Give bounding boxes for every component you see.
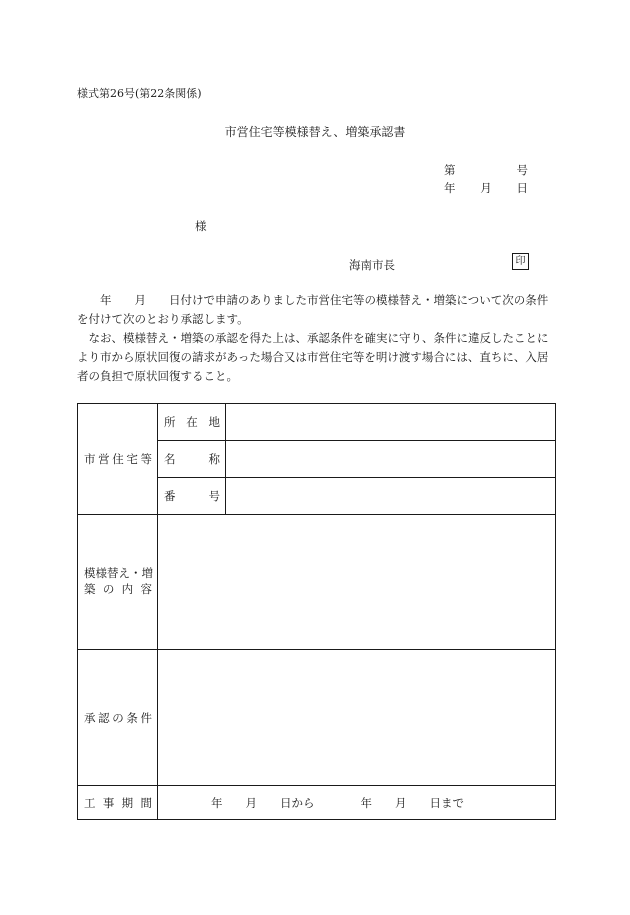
label-char: 番 <box>164 489 176 503</box>
label-char: 市 <box>84 452 96 466</box>
issuer-name: 海南市長 <box>349 258 395 272</box>
label-char: 築 <box>84 582 96 596</box>
form-number: 様式第26号(第22条関係) <box>77 87 202 100</box>
number-label <box>164 488 220 504</box>
label-char: 地 <box>208 415 220 429</box>
label-char: 件 <box>140 711 152 725</box>
name-label <box>164 451 220 467</box>
period-value: 年 月 日から 年 月 日まで <box>211 796 464 810</box>
label-char: 間 <box>140 796 152 810</box>
conditions-label <box>84 710 152 726</box>
issue-number-prefix: 第 <box>444 163 456 177</box>
label-char: 営 <box>98 452 110 466</box>
table-divider <box>225 404 226 514</box>
issue-number <box>444 162 528 178</box>
table-divider <box>157 404 158 819</box>
housing-label <box>84 451 152 467</box>
content-label <box>84 565 152 597</box>
table-divider <box>78 649 555 650</box>
label-char: 事 <box>102 796 115 810</box>
table-divider <box>158 440 555 441</box>
restoration-paragraph: なお、模様替え・増築の承認を得た上は、承認条件を確実に守り、条件に違反したことにより市から原状回復の請求があった場合又は市営住宅等を明け渡す場合には、直ちに、入居者の負担で原状回復すること。 <box>77 331 549 383</box>
content-label-line1: 模様替え・増 <box>84 566 153 580</box>
period-label <box>84 795 152 811</box>
label-char: の <box>102 582 115 596</box>
issue-number-suffix: 号 <box>516 163 528 177</box>
issue-date <box>444 180 528 196</box>
document-title: 市営住宅等模様替え、増築承認書 <box>224 125 406 139</box>
label-char: 称 <box>208 452 220 466</box>
issue-date-year: 年 <box>444 181 456 195</box>
table-divider <box>78 785 555 786</box>
label-char: 等 <box>140 452 152 466</box>
label-char: 名 <box>164 452 176 466</box>
table-divider <box>78 514 555 515</box>
issue-date-month: 月 <box>480 181 492 195</box>
label-char: 宅 <box>126 452 138 466</box>
addressee-honorific: 様 <box>195 219 207 233</box>
label-char: の <box>112 711 124 725</box>
issue-date-day: 日 <box>516 181 528 195</box>
label-char: 承 <box>84 711 96 725</box>
label-char: 工 <box>84 796 96 810</box>
approval-table <box>77 403 556 820</box>
label-char: 号 <box>208 489 220 503</box>
label-char: 内 <box>121 582 134 596</box>
content-label-line2 <box>84 581 152 597</box>
label-char: 在 <box>186 415 198 429</box>
label-char: 期 <box>121 796 134 810</box>
table-divider <box>158 477 555 478</box>
approval-paragraph: 年 月 日付けで申請のありました市営住宅等の模様替え・増築について次の条件を付けて次のとおり承認します。 <box>77 293 549 326</box>
seal-mark: 印 <box>512 253 529 270</box>
label-char: 条 <box>126 711 138 725</box>
label-char: 所 <box>164 415 176 429</box>
label-char: 容 <box>140 582 152 596</box>
location-label <box>164 414 220 430</box>
label-char: 住 <box>112 452 124 466</box>
label-char: 認 <box>98 711 110 725</box>
